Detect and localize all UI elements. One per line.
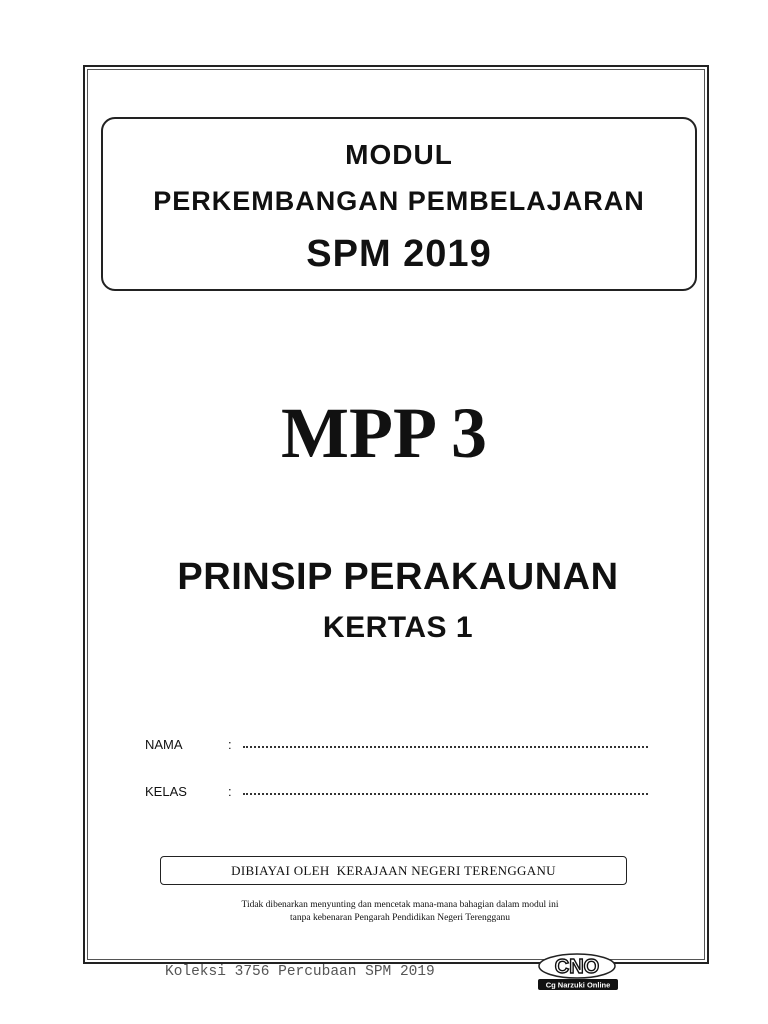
class-field-label: KELAS <box>145 784 187 799</box>
copyright-notice-line-2: tanpa kebenaran Pengarah Pendidikan Negeri Terengganu <box>290 913 510 923</box>
class-field-line[interactable] <box>243 793 648 795</box>
class-field-colon: : <box>228 784 232 799</box>
funding-notice-box <box>160 856 627 885</box>
cno-logo-icon <box>530 950 625 992</box>
module-title-line-3: SPM 2019 <box>306 233 492 275</box>
paper-number: KERTAS 1 <box>322 611 474 644</box>
name-field-line[interactable] <box>243 746 648 748</box>
subject-title: PRINSIP PERAKAUNAN <box>177 556 619 598</box>
module-title-line-1: MODUL <box>345 139 453 170</box>
name-field-label: NAMA <box>145 737 183 752</box>
module-title-box <box>101 117 697 291</box>
module-title-line-2: PERKEMBANGAN PEMBELAJARAN <box>153 186 645 216</box>
logo-mark: CNO <box>554 956 600 978</box>
funding-notice-text: DIBIAYAI OLEH KERAJAAN NEGERI TERENGGANU <box>231 863 556 878</box>
footer-collection-text: Koleksi 3756 Percubaan SPM 2019 <box>165 964 435 980</box>
copyright-notice-line-1: Tidak dibenarkan menyunting dan mencetak mana-mana bahagian dalam modul ini <box>241 900 559 910</box>
module-code: MPP 3 <box>281 393 487 473</box>
name-field-colon: : <box>228 737 232 752</box>
logo-caption: Cg Narzuki Online <box>545 980 611 990</box>
